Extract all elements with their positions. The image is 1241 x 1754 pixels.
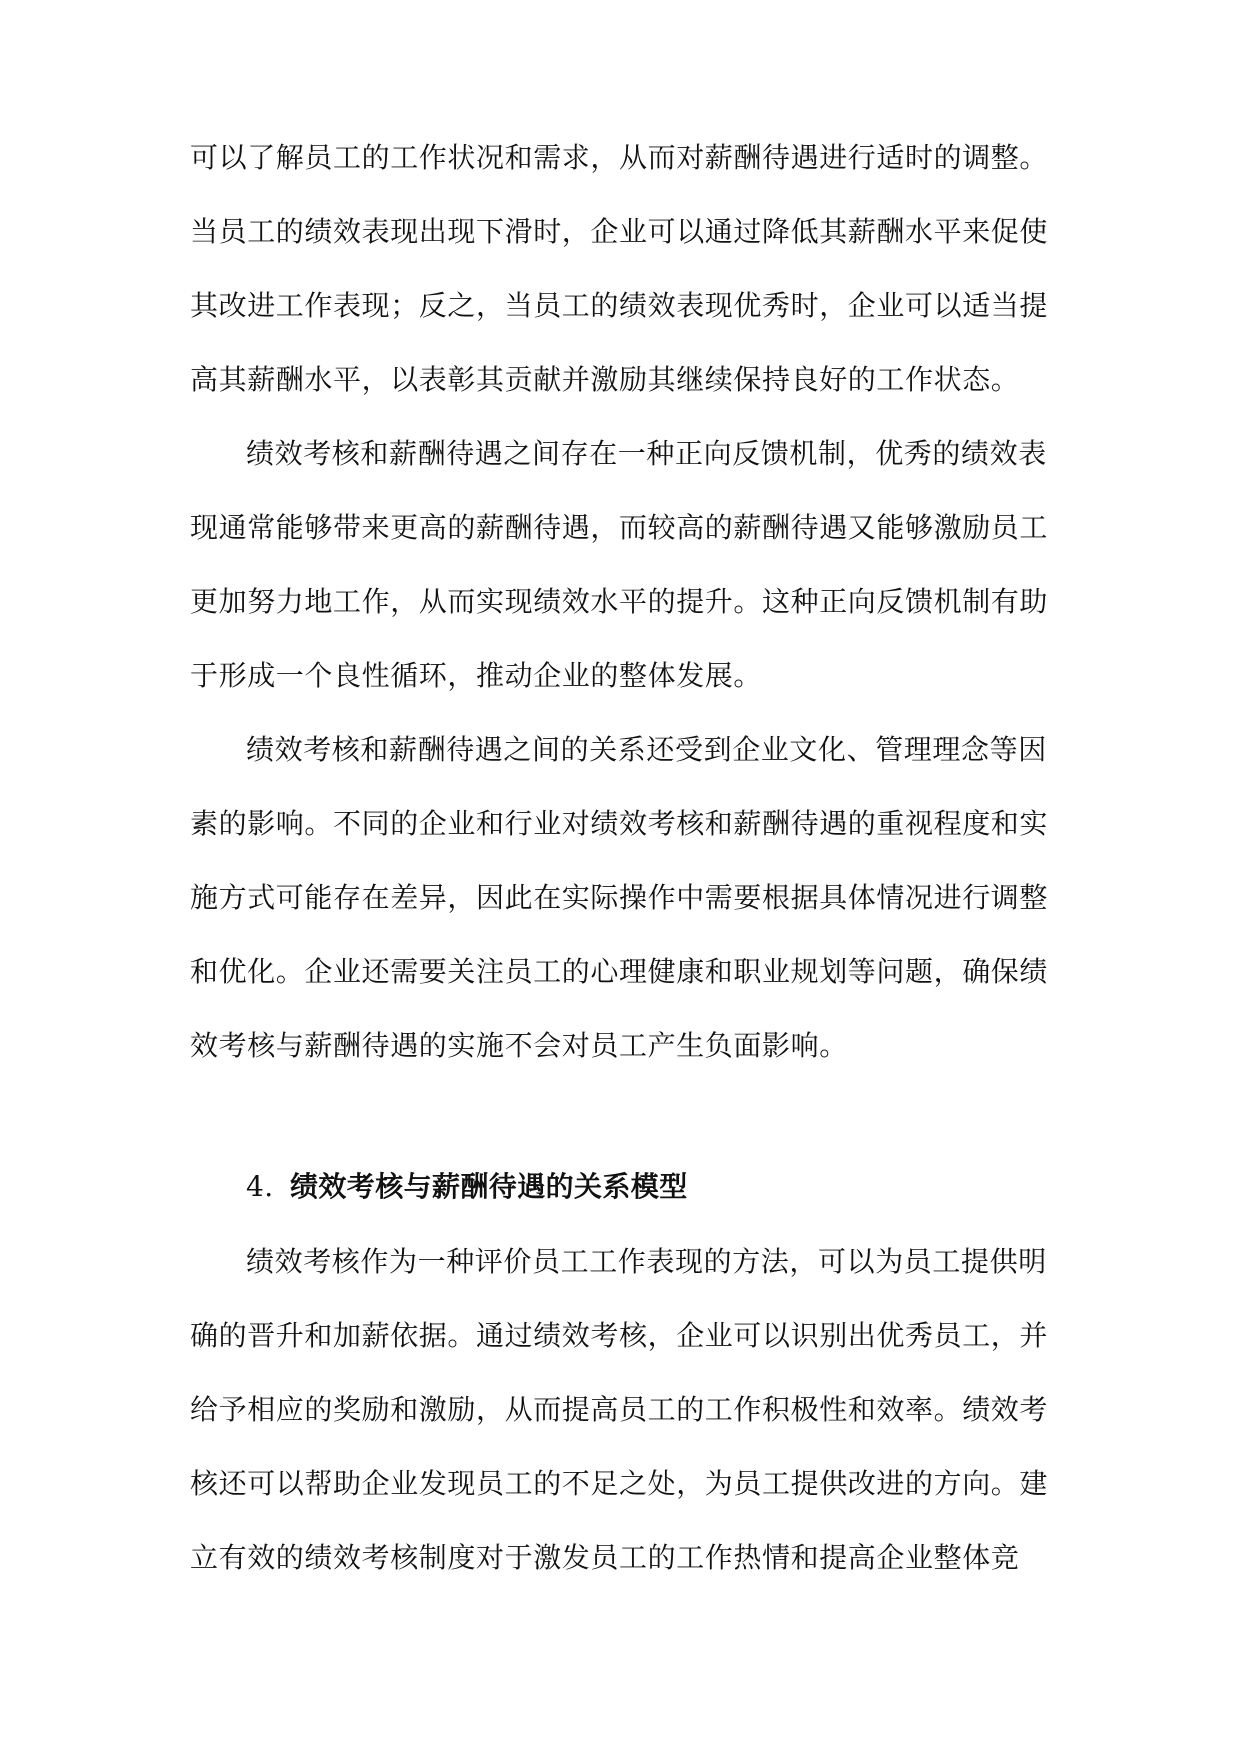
paragraph-2-line-3: 更加努力地工作，从而实现绩效水平的提升。这种正向反馈机制有助 [190,585,1049,618]
paragraph-3-line-1: 绩效考核和薪酬待遇之间的关系还受到企业文化、管理理念等因 [246,733,1047,766]
paragraph-1-line-1: 可以了解员工的工作状况和需求，从而对薪酬待遇进行适时的调整。 [190,141,1049,174]
paragraph-3-line-3: 施方式可能存在差异，因此在实际操作中需要根据具体情况进行调整 [190,881,1049,914]
paragraph-2-line-2: 现通常能够带来更高的薪酬待遇，而较高的薪酬待遇又能够激励员工 [190,511,1049,544]
section-paragraph-line-2: 确的晋升和加薪依据。通过绩效考核，企业可以识别出优秀员工，并 [190,1319,1049,1352]
paragraph-1-line-3: 其改进工作表现；反之，当员工的绩效表现优秀时，企业可以适当提 [190,289,1049,322]
section-number: 4. [246,1170,274,1203]
section-paragraph-line-1: 绩效考核作为一种评价员工工作表现的方法，可以为员工提供明 [246,1245,1047,1278]
paragraph-3-line-5: 效考核与薪酬待遇的实施不会对员工产生负面影响。 [190,1029,848,1062]
paragraph-3-line-2: 素的影响。不同的企业和行业对绩效考核和薪酬待遇的重视程度和实 [190,807,1049,840]
paragraph-2-line-1: 绩效考核和薪酬待遇之间存在一种正向反馈机制，优秀的绩效表 [246,437,1047,470]
section-paragraph-line-3: 给予相应的奖励和激励，从而提高员工的工作积极性和效率。绩效考 [190,1393,1049,1426]
section-paragraph-line-4: 核还可以帮助企业发现员工的不足之处，为员工提供改进的方向。建 [190,1467,1049,1500]
paragraph-2-line-4: 于形成一个良性循环，推动企业的整体发展。 [190,659,763,692]
paragraph-1-line-2: 当员工的绩效表现出现下滑时，企业可以通过降低其薪酬水平来促使 [190,215,1049,248]
section-title: 绩效考核与薪酬待遇的关系模型 [290,1170,688,1203]
section-heading [246,1167,688,1207]
paragraph-3-line-4: 和优化。企业还需要关注员工的心理健康和职业规划等问题，确保绩 [190,955,1049,988]
paragraph-1-line-4: 高其薪酬水平，以表彰其贡献并激励其继续保持良好的工作状态。 [190,363,1020,396]
section-paragraph-line-5: 立有效的绩效考核制度对于激发员工的工作热情和提高企业整体竞 [190,1541,1020,1574]
